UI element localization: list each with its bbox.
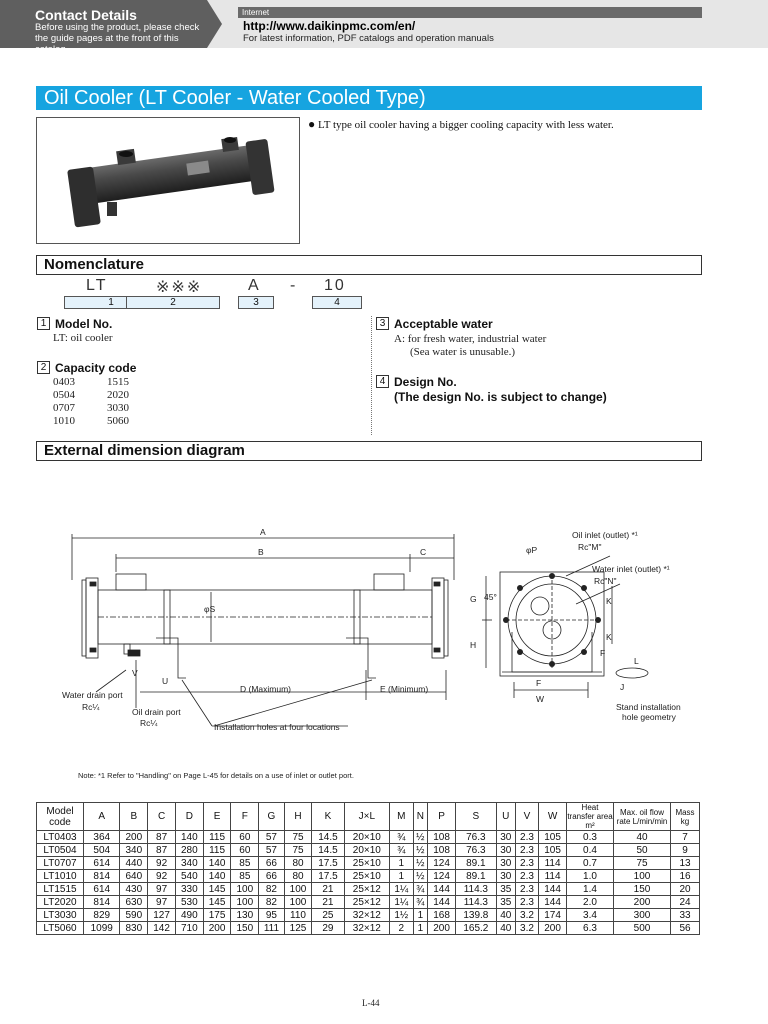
table-cell: 150 <box>614 883 671 896</box>
column-divider <box>371 316 372 435</box>
table-row <box>37 857 700 870</box>
table-cell: 40 <box>614 831 671 844</box>
table-cell: 6.3 <box>567 922 614 935</box>
table-cell: 1 <box>390 857 413 870</box>
table-cell: 139.8 <box>455 909 496 922</box>
table-cell: 20×10 <box>344 844 390 857</box>
table-row <box>37 909 700 922</box>
table-cell: 105 <box>539 844 567 857</box>
table-cell: 14.5 <box>312 844 344 857</box>
contact-title: Contact Details <box>35 7 137 23</box>
table-cell: 1¼ <box>390 896 413 909</box>
table-cell: 25×10 <box>344 870 390 883</box>
table-cell: 114.3 <box>455 883 496 896</box>
table-cell: 200 <box>120 831 148 844</box>
table-cell: 500 <box>614 922 671 935</box>
dim-V-label: V <box>132 668 138 678</box>
table-cell: 35 <box>496 896 515 909</box>
table-cell: 2.0 <box>567 896 614 909</box>
table-cell: 165.2 <box>455 922 496 935</box>
table-cell: 89.1 <box>455 857 496 870</box>
table-cell: 115 <box>203 831 231 844</box>
table-cell: 1.4 <box>567 883 614 896</box>
table-cell: 590 <box>120 909 148 922</box>
table-header-row <box>37 803 700 831</box>
table-cell: 110 <box>284 909 312 922</box>
table-cell: 76.3 <box>455 844 496 857</box>
col-heat-transfer: Heat transfer area m² <box>567 803 613 830</box>
table-cell: 2.3 <box>515 883 538 896</box>
table-cell: 710 <box>175 922 203 935</box>
table-cell: 145 <box>203 883 231 896</box>
table-cell: 2.3 <box>515 857 538 870</box>
table-cell: 25×12 <box>344 883 390 896</box>
feature-text: LT type oil cooler having a bigger cooling capacity with less water. <box>318 119 614 131</box>
table-cell: 144 <box>428 896 456 909</box>
table-cell: 89.1 <box>455 870 496 883</box>
table-cell: 340 <box>120 844 148 857</box>
table-cell: 174 <box>539 909 567 922</box>
col-S: S <box>455 803 496 831</box>
col-max-oil-flow: Max. oil flow rate L/min/min <box>614 803 671 831</box>
capacity-code-list: 0403 1515 0504 2020 0707 3030 1010 5060 <box>53 376 129 427</box>
table-cell: 140 <box>203 870 231 883</box>
table-cell: 0.7 <box>567 857 614 870</box>
table-cell: 17.5 <box>312 870 344 883</box>
code-box-2: 2 <box>126 296 220 309</box>
table-cell: 140 <box>203 857 231 870</box>
table-cell: 80 <box>284 857 312 870</box>
table-cell: 75 <box>614 857 671 870</box>
table-cell: 440 <box>120 857 148 870</box>
specification-table <box>36 802 700 935</box>
table-cell: 40 <box>496 922 515 935</box>
table-cell: 35 <box>496 883 515 896</box>
table-cell: 340 <box>175 857 203 870</box>
table-cell: 830 <box>120 922 148 935</box>
dim-G-label: G <box>470 594 477 604</box>
table-cell: 150 <box>231 922 259 935</box>
table-cell: 144 <box>539 883 567 896</box>
stand-label-2: hole geometry <box>622 712 676 722</box>
table-cell: 21 <box>312 896 344 909</box>
table-cell: 32×12 <box>344 909 390 922</box>
table-cell: 29 <box>312 922 344 935</box>
table-cell: 1099 <box>84 922 120 935</box>
table-cell: 100 <box>231 883 259 896</box>
oil-drain-size: Rc¼ <box>140 718 158 728</box>
table-cell: ¾ <box>390 844 413 857</box>
table-cell: 17.5 <box>312 857 344 870</box>
table-cell: ¾ <box>413 896 428 909</box>
col-JxL: J×L <box>344 803 390 831</box>
col-A: A <box>84 803 120 831</box>
table-cell: 30 <box>496 831 515 844</box>
table-cell: 3.4 <box>567 909 614 922</box>
table-cell: 1½ <box>390 909 413 922</box>
table-cell: 100 <box>614 870 671 883</box>
footnote: Note: *1 Refer to "Handling" on Page L-45 for details on a use of inlet or outlet port. <box>78 771 354 780</box>
table-cell: 82 <box>259 896 284 909</box>
table-cell: 9 <box>671 844 700 857</box>
dim-L-label: L <box>634 656 639 666</box>
col-B: B <box>120 803 148 831</box>
table-cell: 1 <box>390 870 413 883</box>
table-cell: 127 <box>148 909 176 922</box>
page-title: Oil Cooler (LT Cooler - Water Cooled Type) <box>44 87 426 109</box>
code-part-1: LT <box>86 277 108 294</box>
item-number-4: 4 <box>376 375 389 388</box>
dim-B-label: B <box>258 547 264 557</box>
table-cell: 614 <box>84 857 120 870</box>
design-no-text: (The design No. is subject to change) <box>394 390 607 404</box>
angle-label: 45° <box>484 592 497 602</box>
acceptable-water-text: A: for fresh water, industrial water <box>394 333 547 345</box>
table-cell: 25×10 <box>344 857 390 870</box>
table-cell: 108 <box>428 844 456 857</box>
col-V: V <box>515 803 538 831</box>
code-box-3: 3 <box>238 296 274 309</box>
table-cell: LT0504 <box>37 844 84 857</box>
holes-label: Installation holes at four locations <box>214 722 340 732</box>
table-cell: 124 <box>428 870 456 883</box>
table-cell: 80 <box>284 870 312 883</box>
code-part-3: A <box>248 277 261 294</box>
table-cell: 40 <box>496 909 515 922</box>
oil-inlet-label: Oil inlet (outlet) *¹ <box>572 530 638 540</box>
table-cell: 114 <box>539 857 567 870</box>
table-row <box>37 896 700 909</box>
table-cell: 364 <box>84 831 120 844</box>
col-C: C <box>148 803 176 831</box>
water-drain-size: Rc¼ <box>82 702 100 712</box>
website-link[interactable]: http://www.daikinpmc.com/en/ <box>243 19 416 33</box>
dim-U-label: U <box>162 676 169 686</box>
table-cell: 20 <box>671 883 700 896</box>
table-cell: 0.4 <box>567 844 614 857</box>
table-cell: 614 <box>84 883 120 896</box>
dim-C-label: C <box>420 547 427 557</box>
dim-F2-label: F <box>536 678 542 688</box>
table-cell: ½ <box>413 844 428 857</box>
water-inlet-label: Water inlet (outlet) *¹ <box>592 564 670 574</box>
table-cell: 490 <box>175 909 203 922</box>
col-P: P <box>428 803 456 831</box>
table-cell: 3.2 <box>515 909 538 922</box>
table-row <box>37 870 700 883</box>
feature-description <box>308 117 614 132</box>
table-cell: 114 <box>539 870 567 883</box>
col-E: E <box>203 803 231 831</box>
col-H: H <box>284 803 312 831</box>
table-cell: 142 <box>148 922 176 935</box>
oil-inlet-size: Rc"M" <box>578 542 602 552</box>
dim-K1-label: K <box>606 596 612 606</box>
table-cell: 430 <box>120 883 148 896</box>
dim-W-label: W <box>536 694 545 704</box>
table-cell: 300 <box>614 909 671 922</box>
product-photo <box>36 117 300 244</box>
table-cell: 30 <box>496 844 515 857</box>
table-cell: 60 <box>231 844 259 857</box>
dim-P-label: φP <box>526 545 538 555</box>
table-cell: 200 <box>614 896 671 909</box>
table-cell: 829 <box>84 909 120 922</box>
dim-D-label: D (Maximum) <box>240 684 291 694</box>
table-cell: 30 <box>496 870 515 883</box>
external-dimension-diagram <box>36 520 700 740</box>
table-cell: 3.2 <box>515 922 538 935</box>
table-cell: 1.0 <box>567 870 614 883</box>
table-cell: 87 <box>148 844 176 857</box>
water-inlet-size: Rc"N" <box>594 576 617 586</box>
table-cell: 200 <box>428 922 456 935</box>
table-cell: 1¼ <box>390 883 413 896</box>
table-cell: 814 <box>84 896 120 909</box>
table-cell: 32×12 <box>344 922 390 935</box>
table-cell: 75 <box>284 844 312 857</box>
col-mass: Mass kg <box>671 803 700 831</box>
table-cell: 85 <box>231 857 259 870</box>
table-cell: 200 <box>203 922 231 935</box>
stand-label: Stand installation <box>616 702 681 712</box>
table-cell: 33 <box>671 909 700 922</box>
table-cell: 20×10 <box>344 831 390 844</box>
table-cell: 100 <box>284 896 312 909</box>
table-cell: 280 <box>175 844 203 857</box>
col-F: F <box>231 803 259 831</box>
table-cell: 2 <box>390 922 413 935</box>
table-cell: 24 <box>671 896 700 909</box>
dim-H-label: H <box>470 640 477 650</box>
contact-description: Before using the product, please check the guide pages at the front of this catalog. <box>35 22 200 55</box>
table-cell: 92 <box>148 857 176 870</box>
col-M: M <box>390 803 413 831</box>
table-cell: 57 <box>259 831 284 844</box>
col-G: G <box>259 803 284 831</box>
oil-drain-label: Oil drain port <box>132 707 181 717</box>
bullet-icon: ● <box>308 117 316 131</box>
table-cell: 95 <box>259 909 284 922</box>
table-cell: 25×12 <box>344 896 390 909</box>
table-cell: 111 <box>259 922 284 935</box>
table-cell: 200 <box>539 922 567 935</box>
oil-cooler-image <box>37 118 299 243</box>
code-part-4: 10 <box>324 277 346 294</box>
dim-F-label: F <box>600 648 606 658</box>
table-cell: 168 <box>428 909 456 922</box>
acceptable-water-note: (Sea water is unusable.) <box>410 346 516 358</box>
table-cell: LT1010 <box>37 870 84 883</box>
item-number-3: 3 <box>376 317 389 330</box>
table-row <box>37 883 700 896</box>
table-cell: 125 <box>284 922 312 935</box>
table-cell: 114.3 <box>455 896 496 909</box>
table-cell: 14.5 <box>312 831 344 844</box>
table-cell: 530 <box>175 896 203 909</box>
website-note: For latest information, PDF catalogs and operation manuals <box>243 33 494 44</box>
table-cell: 97 <box>148 896 176 909</box>
table-cell: 7 <box>671 831 700 844</box>
code-box-1: 1 <box>64 296 158 309</box>
table-row <box>37 922 700 935</box>
table-cell: 66 <box>259 870 284 883</box>
design-no-title: Design No. <box>394 375 457 389</box>
table-cell: 814 <box>84 870 120 883</box>
code-part-2: ※※※ <box>156 279 203 296</box>
table-cell: 640 <box>120 870 148 883</box>
table-cell: 105 <box>539 831 567 844</box>
dim-A-label: A <box>260 527 266 537</box>
table-cell: ¾ <box>390 831 413 844</box>
table-cell: 2.3 <box>515 896 538 909</box>
water-drain-label: Water drain port <box>62 690 123 700</box>
item-number-2: 2 <box>37 361 50 374</box>
page-number: L-44 <box>362 998 380 1008</box>
table-cell: LT2020 <box>37 896 84 909</box>
table-cell: 60 <box>231 831 259 844</box>
table-row <box>37 831 700 844</box>
table-cell: 2.3 <box>515 870 538 883</box>
col-K: K <box>312 803 344 831</box>
table-cell: 30 <box>496 857 515 870</box>
col-U: U <box>496 803 515 831</box>
table-cell: 504 <box>84 844 120 857</box>
table-cell: 25 <box>312 909 344 922</box>
table-cell: 13 <box>671 857 700 870</box>
table-cell: ½ <box>413 870 428 883</box>
table-cell: 124 <box>428 857 456 870</box>
table-cell: 145 <box>203 896 231 909</box>
table-cell: LT5060 <box>37 922 84 935</box>
table-cell: LT0403 <box>37 831 84 844</box>
model-no-title: Model No. <box>55 317 113 331</box>
table-cell: 1 <box>413 909 428 922</box>
col-W: W <box>539 803 567 831</box>
col-N: N <box>413 803 428 831</box>
diagram-title: External dimension diagram <box>44 442 245 459</box>
acceptable-water-title: Acceptable water <box>394 317 493 331</box>
table-cell: ½ <box>413 857 428 870</box>
table-cell: 76.3 <box>455 831 496 844</box>
model-no-text: LT: oil cooler <box>53 332 113 344</box>
table-cell: ¾ <box>413 883 428 896</box>
table-cell: LT0707 <box>37 857 84 870</box>
table-cell: 100 <box>231 896 259 909</box>
code-box-4: 4 <box>312 296 362 309</box>
internet-label: Internet <box>238 7 702 18</box>
table-cell: 175 <box>203 909 231 922</box>
dim-K2-label: K <box>606 632 612 642</box>
nomenclature-title: Nomenclature <box>44 256 145 273</box>
table-row <box>37 844 700 857</box>
table-cell: 92 <box>148 870 176 883</box>
table-cell: 130 <box>231 909 259 922</box>
capacity-code-title: Capacity code <box>55 361 137 375</box>
table-cell: 82 <box>259 883 284 896</box>
table-cell: 630 <box>120 896 148 909</box>
item-number-1: 1 <box>37 317 50 330</box>
table-cell: 75 <box>284 831 312 844</box>
table-cell: 66 <box>259 857 284 870</box>
table-cell: 21 <box>312 883 344 896</box>
table-cell: 56 <box>671 922 700 935</box>
table-cell: 144 <box>428 883 456 896</box>
dim-S-label: φS <box>204 604 216 614</box>
table-cell: 2.3 <box>515 844 538 857</box>
table-cell: 57 <box>259 844 284 857</box>
table-cell: 540 <box>175 870 203 883</box>
table-cell: 0.3 <box>567 831 614 844</box>
table-cell: 1 <box>413 922 428 935</box>
table-cell: 100 <box>284 883 312 896</box>
table-cell: 50 <box>614 844 671 857</box>
table-cell: 115 <box>203 844 231 857</box>
col-model-code: Model code <box>37 803 84 831</box>
table-cell: 87 <box>148 831 176 844</box>
table-cell: ½ <box>413 831 428 844</box>
table-cell: LT3030 <box>37 909 84 922</box>
table-cell: 144 <box>539 896 567 909</box>
table-cell: 85 <box>231 870 259 883</box>
table-cell: 140 <box>175 831 203 844</box>
table-cell: 97 <box>148 883 176 896</box>
dim-J-label: J <box>620 682 625 692</box>
col-D: D <box>175 803 203 831</box>
code-dash: - <box>290 277 298 294</box>
dim-E-label: E (Minimum) <box>380 684 429 694</box>
table-cell: LT1515 <box>37 883 84 896</box>
table-cell: 108 <box>428 831 456 844</box>
table-cell: 16 <box>671 870 700 883</box>
table-cell: 330 <box>175 883 203 896</box>
table-cell: 2.3 <box>515 831 538 844</box>
